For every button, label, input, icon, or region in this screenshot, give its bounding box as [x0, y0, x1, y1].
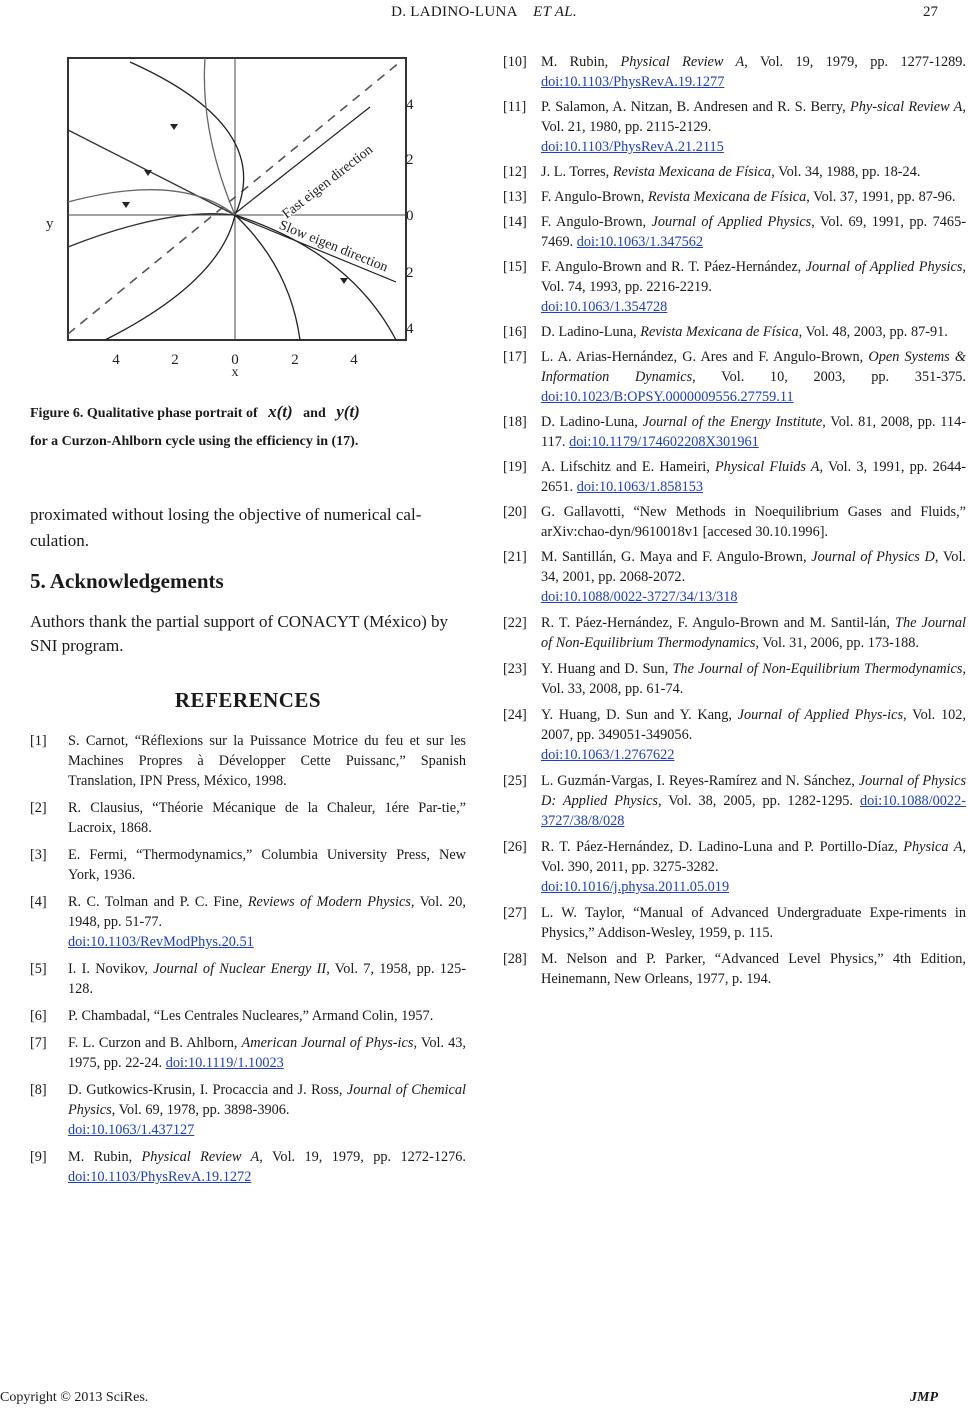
arrow-marker-3 — [122, 202, 130, 208]
reference-text — [541, 949, 966, 989]
caption-and: and — [303, 406, 326, 421]
reference-journal: Revista Mexicana de Física — [612, 164, 772, 180]
reference-doi-link[interactable]: doi:10.1063/1.437127 — [68, 1122, 195, 1138]
reference-number: [23] — [503, 661, 527, 677]
reference-item — [503, 502, 966, 542]
reference-text — [541, 322, 966, 342]
reference-doi-link[interactable]: doi:10.1103/RevModPhys.20.51 — [68, 934, 254, 950]
reference-authors: P. Salamon, A. Nitzan, B. Andresen and R. S. Berry, — [541, 99, 851, 115]
reference-text — [68, 892, 466, 952]
acknowledgements-text: Authors thank the partial support of CONACYT (México) by SNI program. — [30, 612, 449, 655]
reference-text — [541, 659, 966, 699]
reference-doi-link[interactable]: doi:10.1063/1.347562 — [576, 234, 704, 250]
reference-number: [19] — [503, 459, 527, 475]
reference-doi-link[interactable]: doi:10.1063/1.2767622 — [541, 747, 675, 763]
reference-details: , Vol. 34, 2001, pp. 2068-2072. — [541, 549, 966, 585]
reference-authors: R. T. Páez-Hernández, F. Angulo-Brown and M. Santil-lán, — [541, 615, 896, 631]
reference-doi-link[interactable]: doi:10.1179/174602208X301961 — [569, 434, 759, 450]
reference-journal: Open Systems & Information Dynamics — [541, 349, 966, 385]
trajectory-8 — [204, 58, 235, 215]
reference-authors: I. I. Novikov, — [68, 961, 154, 977]
reference-text — [541, 212, 966, 252]
reference-journal: Revista Mexicana de Física — [647, 189, 807, 205]
reference-number: [17] — [503, 349, 527, 365]
reference-item — [503, 162, 966, 182]
reference-journal: Physica A — [903, 839, 963, 855]
reference-journal: Journal of the Energy Institute — [642, 414, 823, 430]
fast-eigen-label: Fast eigen direction — [279, 142, 376, 223]
reference-details: , Vol. 3, 1991, pp. 2644-2651. — [541, 459, 967, 495]
reference-doi-link[interactable]: doi:10.1063/1.858153 — [576, 479, 704, 495]
reference-details: , Vol. 38, 2005, pp. 1282-1295. — [657, 793, 860, 809]
trajectory-7 — [105, 215, 235, 340]
reference-authors: Y. Huang, D. Sun and Y. Kang, — [541, 707, 738, 723]
reference-doi-link[interactable]: doi:10.1103/PhysRevA.19.1272 — [68, 1169, 252, 1185]
reference-item — [503, 97, 966, 157]
reference-journal: Journal of Chemical Physics — [68, 1082, 466, 1118]
reference-text — [541, 52, 966, 92]
reference-journal: Reviews of Modern Physics — [247, 894, 411, 910]
reference-journal: Physical Review A — [141, 1149, 260, 1165]
reference-text — [68, 1147, 466, 1187]
reference-doi-link[interactable]: doi:10.1063/1.354728 — [541, 299, 668, 315]
reference-item — [30, 1080, 466, 1140]
reference-number: [22] — [503, 615, 527, 631]
header-author: D. LADINO-LUNA — [391, 4, 517, 20]
reference-authors: R. Clausius, “Théorie Mécanique de la Chaleur, 1ére Par-tie,” Lacroix, 1868. — [68, 800, 466, 836]
caption-var-x: x(t) — [268, 402, 293, 421]
dashed-diagonal — [68, 62, 400, 334]
reference-details: , Vol. 21, 1980, pp. 2115-2129. — [541, 99, 966, 135]
reference-journal: Journal of Nuclear Energy II — [153, 961, 327, 977]
reference-item — [503, 949, 966, 989]
x-tick-1: 4 — [112, 352, 120, 368]
reference-item — [503, 187, 966, 207]
reference-authors: F. Angulo-Brown, — [541, 189, 648, 205]
y-tick-2: 2 — [406, 152, 414, 168]
reference-doi-link[interactable]: doi:10.1103/PhysRevA.21.2115 — [541, 139, 724, 155]
reference-journal: Journal of Applied Physics — [651, 214, 812, 230]
running-head — [0, 4, 968, 21]
figure-caption — [30, 398, 465, 456]
reference-item — [30, 959, 466, 999]
reference-authors: M. Rubin, — [68, 1149, 142, 1165]
reference-authors: D. Ladino-Luna, — [541, 324, 641, 340]
slow-eigen-label: Slow eigen direction — [276, 218, 390, 276]
reference-text — [68, 798, 466, 838]
reference-journal: Revista Mexicana de Física — [640, 324, 799, 340]
reference-number: [9] — [30, 1149, 47, 1165]
reference-number: [1] — [30, 733, 47, 749]
reference-number: [10] — [503, 54, 527, 70]
reference-item — [503, 903, 966, 943]
reference-number: [5] — [30, 961, 47, 977]
reference-text — [541, 97, 966, 157]
reference-text — [541, 257, 966, 317]
reference-authors: S. Carnot, “Réflexions sur la Puissance Motrice du feu et sur les Machines Propres à Développer Cette Puissanc,” Spanish Translation, IPN Press, México, 1998. — [68, 733, 466, 789]
body-paragraph: proximated without losing the objective of numerical cal-culation. — [30, 505, 422, 550]
reference-authors: R. T. Páez-Hernández, D. Ladino-Luna and P. Portillo-Díaz, — [541, 839, 904, 855]
reference-details: , Vol. 48, 2003, pp. 87-91. — [798, 324, 948, 340]
reference-number: [6] — [30, 1008, 47, 1024]
reference-text — [541, 457, 966, 497]
footer-journal: JMP — [910, 1390, 938, 1405]
trajectory-2 — [68, 130, 235, 215]
reference-authors: F. Angulo-Brown and R. T. Páez-Hernández, — [541, 259, 806, 275]
reference-item — [503, 659, 966, 699]
reference-text — [541, 502, 966, 542]
phase-portrait-svg — [46, 52, 414, 382]
reference-item — [30, 892, 466, 952]
reference-number: [2] — [30, 800, 47, 816]
reference-number: [20] — [503, 504, 527, 520]
reference-number: [13] — [503, 189, 527, 205]
reference-details: , Vol. 81, 2008, pp. 114-117. — [541, 414, 966, 450]
reference-item — [503, 257, 966, 317]
reference-authors: P. Chambadal, “Les Centrales Nucleares,” Armand Colin, 1957. — [68, 1008, 434, 1024]
reference-number: [18] — [503, 414, 527, 430]
reference-number: [25] — [503, 773, 527, 789]
reference-number: [8] — [30, 1082, 47, 1098]
reference-number: [3] — [30, 847, 47, 863]
reference-journal: The Journal of Non-Equilibrium Thermodynamics — [672, 661, 963, 677]
reference-number: [4] — [30, 894, 47, 910]
reference-journal: Journal of Physics D — [811, 549, 935, 565]
reference-text — [541, 412, 966, 452]
reference-item — [30, 1147, 466, 1187]
reference-doi-link[interactable]: doi:10.1016/j.physa.2011.05.019 — [541, 879, 730, 895]
reference-details: , Vol. 43, 1975, pp. 22-24. — [68, 1035, 466, 1071]
reference-text — [541, 187, 966, 207]
reference-authors: D. Gutkowics-Krusin, I. Procaccia and J. Ross, — [68, 1082, 347, 1098]
reference-details: , Vol. 7, 1958, pp. 125-128. — [68, 961, 466, 997]
reference-authors: M. Nelson and P. Parker, “Advanced Level Physics,” 4th Edition, Heinemann, New Orleans, 1977, p. 194. — [541, 951, 966, 987]
reference-number: [24] — [503, 707, 527, 723]
reference-number: [11] — [503, 99, 527, 115]
reference-item — [503, 613, 966, 653]
reference-number: [7] — [30, 1035, 47, 1051]
reference-journal: Journal of Applied Physics — [805, 259, 963, 275]
reference-item — [503, 547, 966, 607]
figure-phase-portrait — [46, 52, 414, 382]
reference-details: , Vol. 390, 2011, pp. 3275-3282. — [541, 839, 967, 875]
y-tick-3: 0 — [406, 208, 414, 224]
reference-text — [541, 347, 966, 407]
reference-text — [68, 845, 466, 885]
caption-var-y: y(t) — [336, 402, 360, 421]
reference-doi-link[interactable]: doi:10.1023/B:OPSY.0000009556.27759.11 — [541, 389, 794, 405]
reference-number: [14] — [503, 214, 527, 230]
reference-details: , Vol. 20, 1948, pp. 51-77. — [68, 894, 467, 930]
reference-text — [68, 1033, 466, 1073]
reference-item — [503, 212, 966, 252]
reference-number: [16] — [503, 324, 527, 340]
reference-authors: E. Fermi, “Thermodynamics,” Columbia University Press, New York, 1936. — [68, 847, 466, 883]
reference-item — [503, 52, 966, 92]
reference-doi-link[interactable]: doi:10.1088/0022-3727/38/8/028 — [541, 793, 966, 829]
reference-item — [30, 731, 466, 791]
y-axis-label: y — [46, 216, 54, 232]
reference-authors: F. Angulo-Brown, — [541, 214, 652, 230]
reference-item — [503, 322, 966, 342]
reference-text — [541, 771, 966, 831]
reference-text — [541, 547, 966, 607]
reference-doi-link[interactable]: doi:10.1119/1.10023 — [165, 1055, 284, 1071]
reference-authors: J. L. Torres, — [541, 164, 613, 180]
reference-item — [30, 845, 466, 885]
x-axis-label: x — [231, 365, 239, 380]
section-heading-acknowledgements: 5. Acknowledgements — [30, 569, 224, 593]
footer-copyright: Copyright © 2013 SciRes. — [0, 1390, 149, 1405]
reference-journal: American Journal of Phys-ics — [241, 1035, 414, 1051]
reference-authors: L. W. Taylor, “Manual of Advanced Undergraduate Expe-riments in Physics,” Addison-Wesley, 1959, p. 115. — [541, 905, 966, 941]
reference-journal: Phy-sical Review A — [850, 99, 963, 115]
reference-number: [28] — [503, 951, 527, 967]
reference-authors: G. Gallavotti, “New Methods in Noequilibrium Gases and Fluids,” arXiv:chao-dyn/9610018v1 [accesed 30.10.1996]. — [541, 504, 966, 540]
reference-text — [541, 162, 966, 182]
reference-authors: R. C. Tolman and P. C. Fine, — [68, 894, 248, 910]
reference-authors: F. L. Curzon and B. Ahlborn, — [68, 1035, 242, 1051]
reference-text — [541, 613, 966, 653]
reference-authors: A. Lifschitz and E. Hameiri, — [541, 459, 715, 475]
reference-text — [541, 837, 966, 897]
reference-details: , Vol. 33, 2008, pp. 61-74. — [541, 661, 967, 697]
reference-details: , Vol. 37, 1991, pp. 87-96. — [806, 189, 956, 205]
reference-authors: L. Guzmán-Vargas, I. Reyes-Ramírez and N. Sánchez, — [541, 773, 859, 789]
reference-details: , Vol. 19, 1979, pp. 1272-1276. — [259, 1149, 467, 1165]
reference-text — [68, 1080, 466, 1140]
y-tick-5: 4 — [406, 321, 414, 337]
reference-number: [15] — [503, 259, 527, 275]
reference-authors: L. A. Arias-Hernández, G. Ares and F. Angulo-Brown, — [541, 349, 869, 365]
reference-item — [503, 771, 966, 831]
reference-authors: Y. Huang and D. Sun, — [541, 661, 673, 677]
references-right-column — [503, 52, 966, 995]
caption-prefix: Figure 6. Qualitative phase portrait of — [30, 406, 258, 421]
x-tick-5: 4 — [350, 352, 358, 368]
arrow-marker-2 — [144, 170, 152, 176]
reference-journal: Physical Review A — [620, 54, 745, 70]
reference-item — [30, 1033, 466, 1073]
reference-details: , Vol. 10, 2003, pp. 351-375. — [692, 369, 967, 385]
reference-item — [30, 798, 466, 838]
arrow-marker-4 — [340, 278, 348, 284]
reference-text — [68, 1006, 466, 1026]
slow-eigen-line — [233, 215, 396, 282]
reference-text — [68, 959, 466, 999]
reference-number: [12] — [503, 164, 527, 180]
reference-text — [541, 705, 966, 765]
x-tick-4: 2 — [291, 352, 299, 368]
reference-item — [503, 347, 966, 407]
references-heading: REFERENCES — [174, 688, 322, 712]
reference-item — [503, 457, 966, 497]
reference-authors: D. Ladino-Luna, — [541, 414, 643, 430]
reference-journal: Journal of Applied Phys-ics — [737, 707, 904, 723]
reference-number: [21] — [503, 549, 527, 565]
page-number: 27 — [923, 4, 938, 20]
reference-item — [503, 705, 966, 765]
reference-journal: Physical Fluids A — [714, 459, 820, 475]
caption-suffix: for a Curzon-Ahlborn cycle using the efficiency in (17). — [30, 434, 359, 449]
reference-text — [541, 903, 966, 943]
reference-item — [503, 412, 966, 452]
reference-text — [68, 731, 466, 791]
reference-doi-link[interactable]: doi:10.1088/0022-3727/34/13/318 — [541, 589, 738, 605]
reference-number: [26] — [503, 839, 527, 855]
reference-authors: M. Rubin, — [541, 54, 621, 70]
reference-details: , Vol. 69, 1978, pp. 3898-3906. — [111, 1102, 290, 1118]
reference-journal: Journal of Physics D: Applied Physics — [541, 773, 967, 809]
reference-details: , Vol. 31, 2006, pp. 173-188. — [755, 635, 919, 651]
plot-frame — [68, 58, 406, 340]
reference-item — [503, 837, 966, 897]
y-tick-4: 2 — [406, 265, 414, 281]
reference-number: [27] — [503, 905, 527, 921]
x-tick-3: 0 — [231, 352, 239, 368]
references-left-column — [30, 731, 466, 1194]
reference-details: , Vol. 74, 1993, pp. 2216-2219. — [541, 259, 966, 295]
reference-journal: The Journal of Non-Equilibrium Thermodynamics — [541, 615, 966, 651]
reference-authors: M. Santillán, G. Maya and F. Angulo-Brown, — [541, 549, 812, 565]
reference-details: , Vol. 34, 1988, pp. 18-24. — [771, 164, 921, 180]
reference-item — [30, 1006, 466, 1026]
arrow-marker-1 — [170, 124, 178, 130]
reference-details: , Vol. 102, 2007, pp. 349051-349056. — [541, 707, 966, 743]
y-tick-1: 4 — [406, 97, 414, 113]
reference-details: , Vol. 69, 1991, pp. 7465-7469. — [541, 214, 966, 250]
reference-details: , Vol. 19, 1979, pp. 1277-1289. — [744, 54, 967, 70]
header-etal: ET AL. — [533, 4, 577, 20]
reference-doi-link[interactable]: doi:10.1103/PhysRevA.19.1277 — [541, 74, 725, 90]
x-tick-2: 2 — [171, 352, 179, 368]
